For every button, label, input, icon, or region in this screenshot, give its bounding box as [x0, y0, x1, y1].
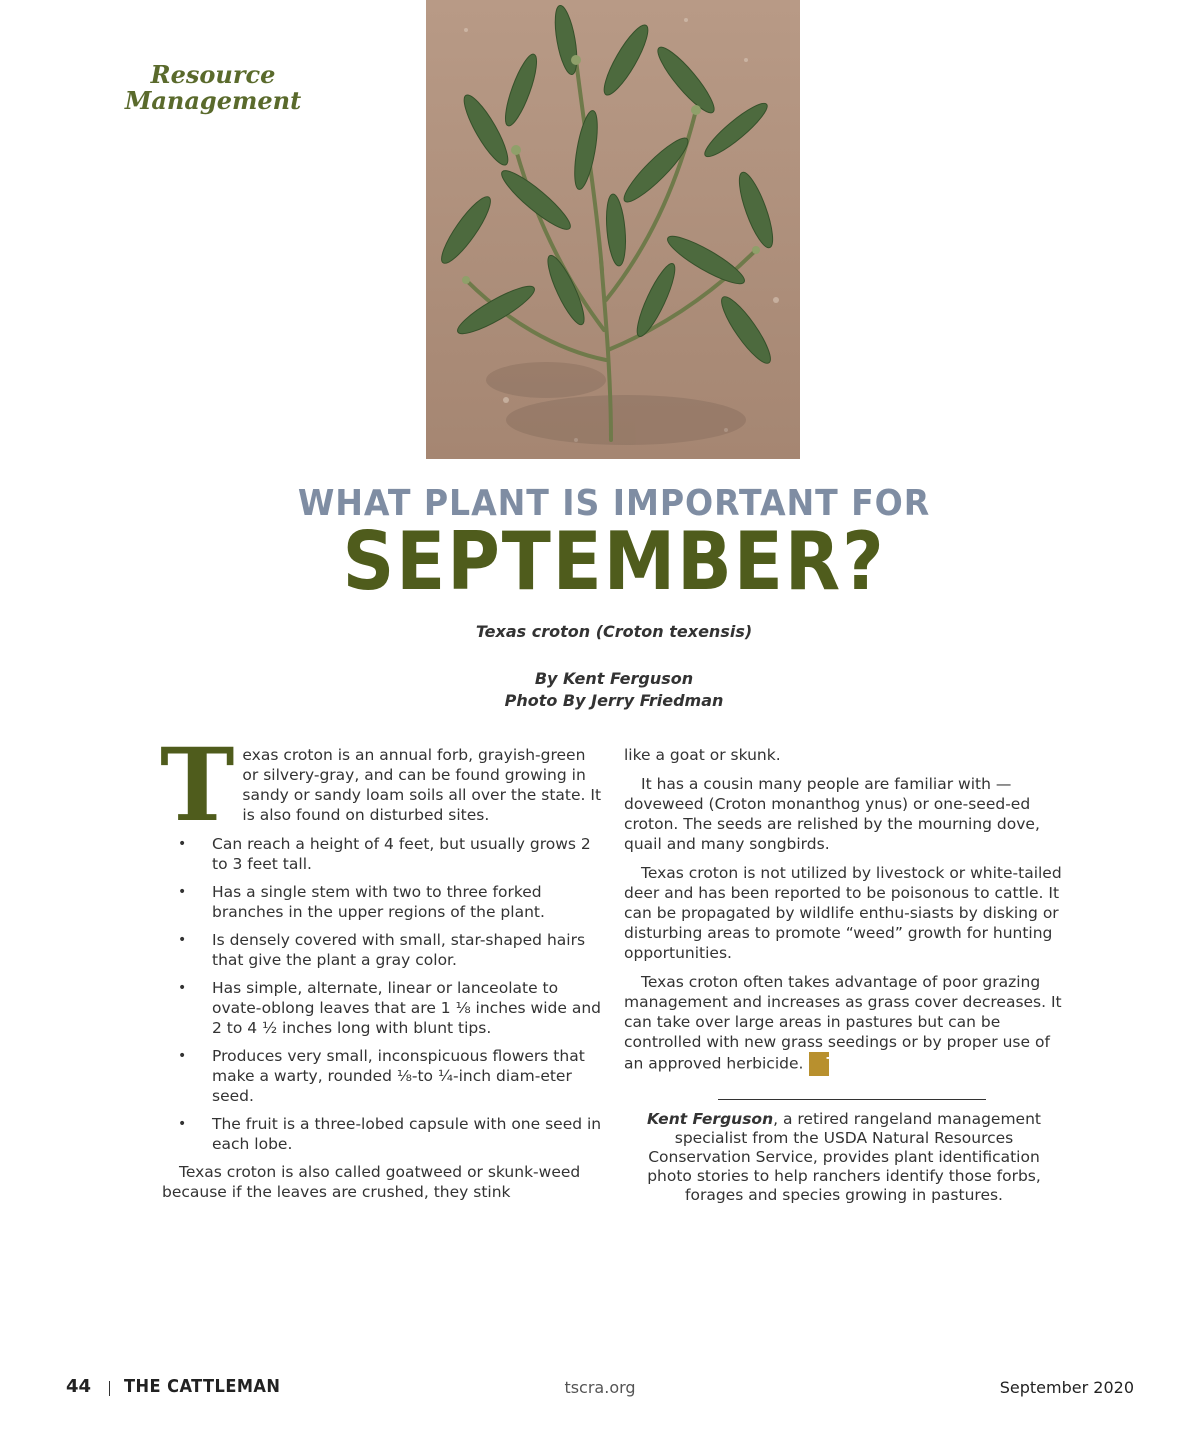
magazine-name: THE CATTLEMAN	[124, 1376, 281, 1397]
author-bio	[624, 1110, 1064, 1205]
footer-site-link[interactable]: tscra.org	[564, 1378, 636, 1397]
intro-text: exas croton is an annual forb, grayish-green or silvery-gray, and can be found growing in sandy or sandy loam soils all over the state. It is also found on disturbed sites.	[242, 746, 602, 824]
article-column-left	[160, 726, 602, 1211]
list-item: • Has simple, alternate, linear or lanceolate to ovate-oblong leaves that are 1 ⅛ inches wide and 2 to 4 ½ inches long with blunt tips.	[162, 978, 602, 1038]
section-tag	[118, 62, 308, 114]
body-paragraph: like a goat or skunk.	[624, 746, 781, 764]
bio-text: , a retired rangeland management specialist from the USDA Natural Resources Conservation Service, provides plant identification photo stories to help ranchers identify those forbs, forages and species growing in pastures.	[647, 1110, 1041, 1204]
plant-photo-icon	[426, 0, 800, 459]
page-number: 44	[66, 1376, 92, 1397]
list-item: • Produces very small, inconspicuous flowers that make a warty, rounded ⅛-to ¼-inch diam-eter seed.	[162, 1046, 602, 1106]
intro-paragraph	[160, 726, 602, 844]
list-item: • Has a single stem with two to three forked branches in the upper regions of the plant.	[162, 882, 602, 922]
photo-credit: Photo By Jerry Friedman	[504, 691, 724, 710]
article-byline: By Kent Ferguson	[534, 669, 694, 688]
body-paragraph: Texas croton is not utilized by livestock or white-tailed deer and has been reported to be poisonous to cattle. It can be propagated by wildlife enthu-siasts by disking or disturbing areas to promote “weed” growth for hunting opportunities.	[624, 864, 1062, 962]
section-tag-line1: Resource	[150, 60, 276, 89]
closing-text: Texas croton often takes advantage of poor grazing management and increases as grass cover decreases. It can take over large areas in pastures but can be controlled with new grass seedings or by proper use of an approved herbicide.	[624, 973, 1062, 1073]
article-kicker: WHAT PLANT IS IMPORTANT FOR	[297, 483, 931, 524]
list-item: • The fruit is a three-lobed capsule with one seed in each lobe.	[162, 1114, 602, 1154]
list-item: • Can reach a height of 4 feet, but usually grows 2 to 3 feet tall.	[162, 834, 602, 874]
body-paragraph: Texas croton is also called goatweed or skunk-weed because if the leaves are crushed, they stink	[162, 1163, 581, 1201]
issue-date: September 2020	[999, 1378, 1134, 1397]
article-subtitle: Texas croton (Croton texensis)	[475, 622, 753, 641]
list-item: • Is densely covered with small, star-shaped hairs that give the plant a gray color.	[162, 930, 602, 970]
bio-divider	[718, 1099, 986, 1100]
section-tag-line2: Management	[124, 86, 302, 115]
article-headline: SEPTEMBER?	[342, 515, 886, 608]
plant-photo	[426, 0, 800, 459]
bio-name: Kent Ferguson	[647, 1110, 774, 1128]
article-column-right	[624, 745, 1064, 1085]
closing-paragraph	[624, 972, 1064, 1076]
body-paragraph: It has a cousin many people are familiar with — doveweed (Croton monanthog ynus) or one-seed-ed croton. The seeds are relished by the mourning dove, quail and many songbirds.	[624, 775, 1040, 853]
drop-cap: T	[160, 726, 235, 844]
facts-list	[162, 834, 602, 1154]
end-mark-icon: TC	[809, 1052, 829, 1076]
